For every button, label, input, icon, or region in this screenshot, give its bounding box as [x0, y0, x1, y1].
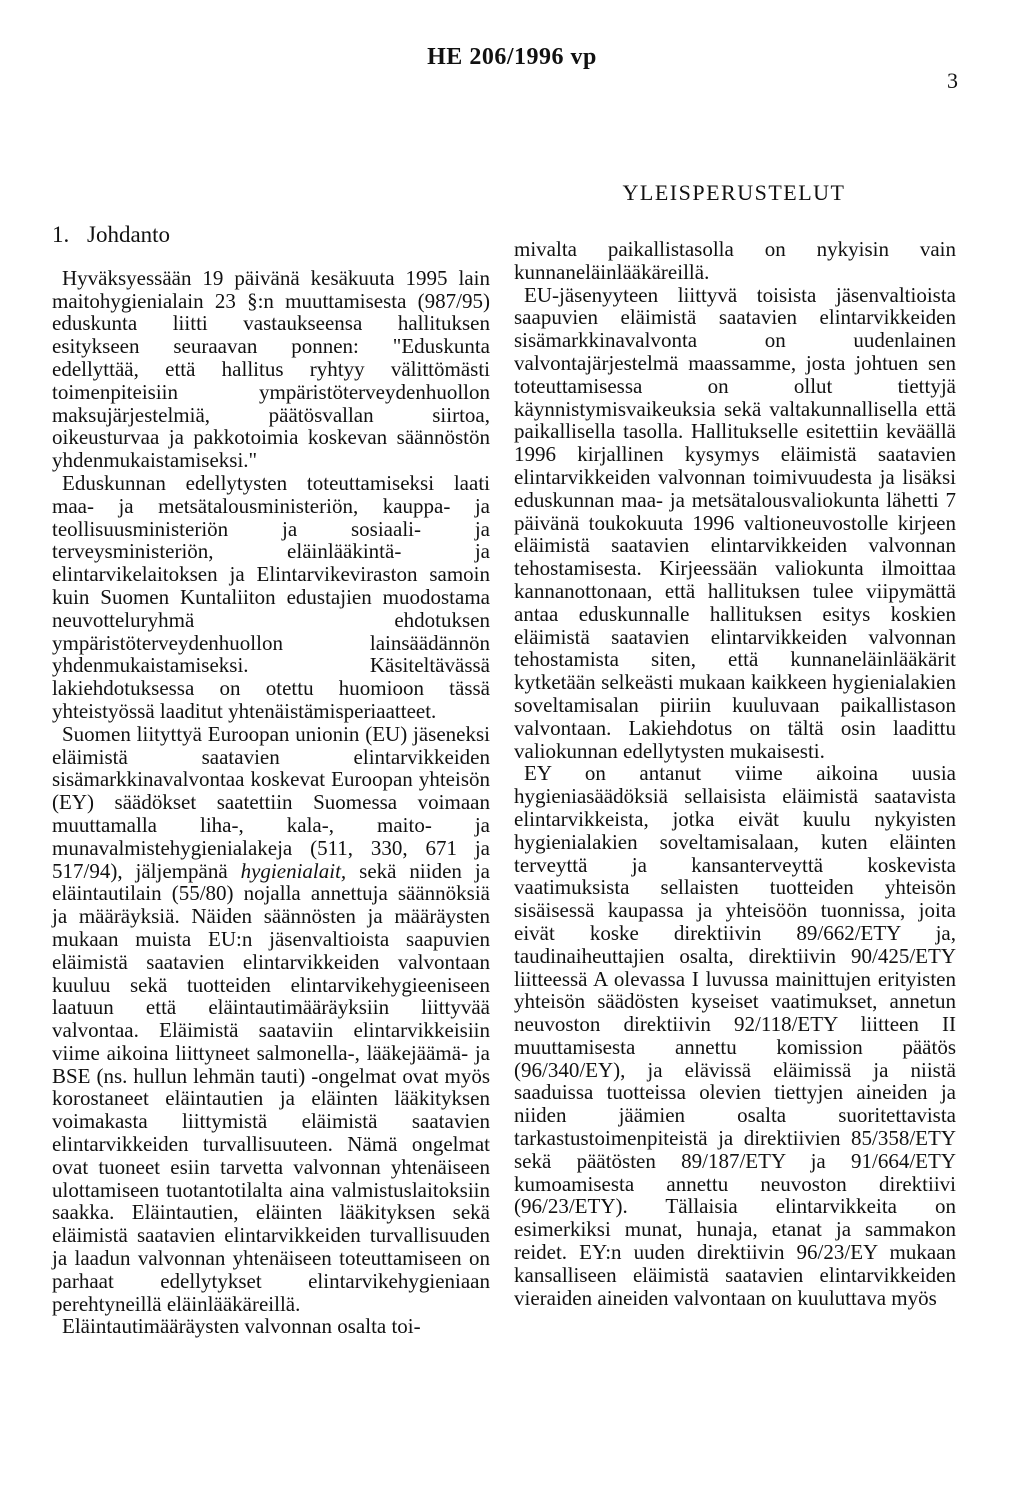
subheading-text: Johdanto: [87, 222, 171, 247]
paragraph: EY on antanut viime aikoina uusia hygieniasäädöksiä sellaisista eläimistä saatavista elintarvikkeista, jotka eivät kuulu nykyisten hygienialakien soveltamisalaan, kuten eläinten terveyttä ja kansanterveyttä koskevista vaatimuksista sellaisten tuotteiden yhteisön sisäisessä kaupassa ja yhteisöön tuonnissa, joita eivät koske direktiivin 89/662/ETY ja, taudinaiheuttajien osalta, direktiivin 90/425/ETY liitteessä A olevassa I luvussa mainittujen erityisten yhteisön säädösten kyseiset vaatimukset, annetun neuvoston direktiivin 92/118/ETY liitteen II muuttamisesta annettu komission päätös (96/340/EY), ja elävissä eläimissä ja niistä saaduissa tuotteissa olevien tiettyjen aineiden ja niiden jäämien osalta suoritettavista tarkastustoimenpiteistä ja direktiivien 85/358/ETY sekä päätösten 89/187/ETY ja 91/664/ETY kumoamisesta annettu neuvoston direktiivi (96/23/ETY). Tällaisia elintarvikkeita on esimerkiksi munat, hunaja, etanat ja sammakon reidet. EY:n uuden direktiivin 96/23/EY mukaan kansalliseen eläimistä saatavien elintarvikkeiden vieraiden aineiden valvontaan on kuuluttava myös: [514, 761, 956, 1310]
paragraph-text: Suomen liityttyä Euroopan unionin (EU) jäseneksi eläimistä saatavien elintarvikkeiden sisämarkkinavalvontaa koskevat Euroopan yhteisön (EY) säädökset saatettiin Suomessa voimaan muuttamalla liha-, kala-, maito- ja munavalmistehygienialakeja (511, 330, 671 ja 517/94), jäljempänä: [52, 721, 490, 883]
right-column: [514, 238, 956, 1309]
left-column: [52, 224, 490, 1338]
paragraph: Eläintautimääräysten valvonnan osalta toi-: [62, 1314, 421, 1339]
paragraph: mivalta paikallistasolla on nykyisin vain kunnaneläinlääkäreillä.: [514, 237, 956, 284]
paragraph: [52, 723, 490, 1316]
subheading-number: 1.: [52, 222, 70, 247]
document-header-title: HE 206/1996 vp: [427, 44, 597, 70]
paragraph: EU-jäsenyyteen liittyvä toisista jäsenvaltioista saapuvien eläimistä saatavien elintarvikkeiden sisämarkkinavalvonta on uudenlainen valvontajärjestelmä maassamme, josta johtuen sen toteuttamisessa on ollut tiettyjä käynnistymisvaikeuksia sekä valtakunnallisella että paikallisella tasolla. Hallitukselle esitettiin keväällä 1996 kirjallinen kysymys eläimistä saatavien elintarvikkeiden valvonnan toimivuudesta ja lisäksi eduskunnan maa- ja metsätalousvaliokunta lähetti 7 päivänä toukokuuta 1996 valtioneuvostolle kirjeen eläimistä saatavien elintarvikkeiden valvonnan tehostamisesta. Kirjeessään valiokunta ilmoittaa kannanottonaan, että hallituksen tulee viipymättä antaa eduskunnalle hallituksen esitys koskien eläimistä saatavien elintarvikkeiden valvonnan tehostamista siten, että kunnaneläinlääkärit kytketään selkeästi mukaan kaikkeen hygienialakien soveltamisalan piiriin kuuluvaan paikallistason valvontaan. Lakiehdotus on tältä osin laadittu valiokunnan edellytysten mukaisesti.: [514, 282, 956, 763]
subheading: [52, 224, 490, 247]
paragraph-text: sekä niiden ja eläintautilain (55/80) nojalla annettuja säännöksiä ja määräyksiä. Näiden säännösten ja määräysten mukaan muista EU:n jäsenvaltioista saapuvien eläimistä saatavien elintarvikkeiden valvontaan kuuluu sekä tuotteiden elintarvikehygieeniseen laatuun että eläintautimääräyksiin liittyvää valvontaa. Eläimistä saataviin elintarvikkeisiin viime aikoina liittyneet salmonella-, lääkejäämä- ja BSE (ns. hullun lehmän tauti) -ongelmat ovat myös korostaneet eläintautien ja eläinten lääkityksen voimakasta liittymistä eläimistä saatavien elintarvikkeiden turvallisuuteen. Nämä ongelmat ovat tuoneet esiin tarvetta valvonnan yhtenäiseen ulottamiseen tuotantotilalta aina valmistuslaitoksiin saakka. Eläintautien, eläinten lääkityksen sekä eläimistä saatavien elintarvikkeiden turvallisuuden ja laadun valvonnan yhtenäiseen toteuttamiseen on parhaat edellytykset elintarvikehygieniaan perehtyneillä eläinlääkäreillä.: [52, 858, 490, 1316]
paragraph: Hyväksyessään 19 päivänä kesäkuuta 1995 lain maitohygienialain 23 §:n muuttamisesta (987/95) eduskunta liitti vastaukseensa hallituksen esitykseen seuraavan ponnen: "Eduskunta edellyttää, että hallitus ryhtyy välittömästi toimenpiteisiin ympäristöterveydenhuollon maksujärjestelmiä, päätösvallan siirtoa, oikeusturvaa ja pakkotoimia koskevan säännöstön yhdenmukaistamiseksi.": [52, 265, 490, 473]
page-number: 3: [947, 68, 958, 93]
paragraph: Eduskunnan edellytysten toteuttamiseksi laati maa- ja metsätalousministeriön, kauppa- ja teollisuusministeriön ja sosiaali- ja terveysministeriön, eläinlääkintä- ja elintarvikelaitoksen ja Elintarvikeviraston samoin kuin Suomen Kuntaliiton edustajien muodostama neuvotteluryhmä ehdotuksen ympäristöterveydenhuollon lainsäädännön yhdenmukaistamiseksi. Käsiteltävässä lakiehdotuksessa on otettu huomioon tässä yhteistyössä laaditut yhtenäistämisperiaatteet.: [52, 470, 490, 723]
section-title: YLEISPERUSTELUT: [622, 180, 846, 205]
italic-term: hygienialait,: [240, 858, 347, 883]
